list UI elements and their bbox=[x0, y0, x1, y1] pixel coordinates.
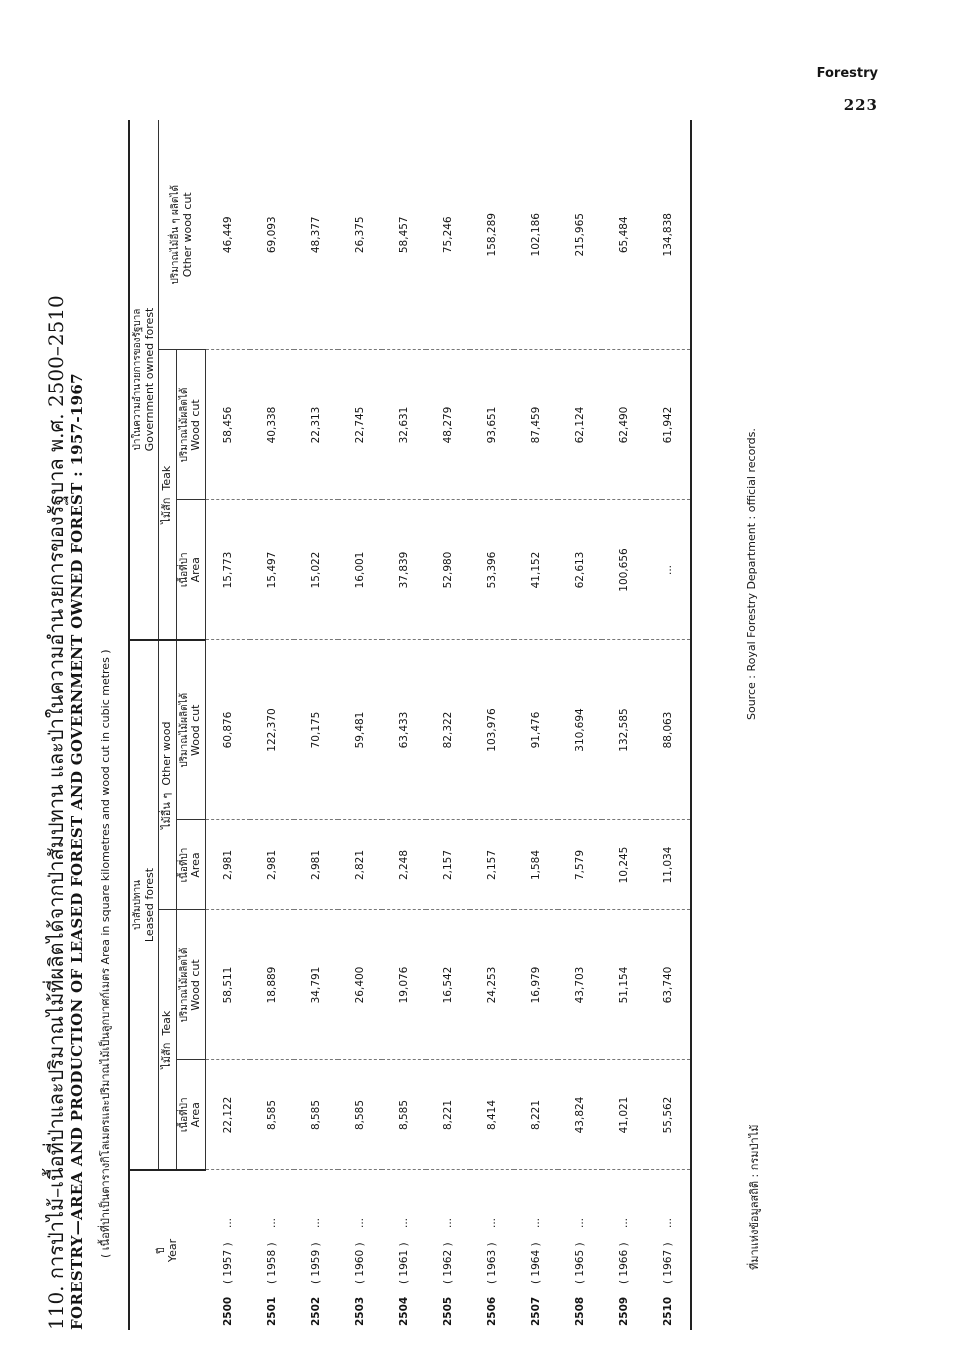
gov-teak-area-cell: 15,022 bbox=[294, 500, 338, 640]
leased-teak-area-cell: 22,122 bbox=[205, 1060, 250, 1170]
gov-teak-woodcut-cell: 32,631 bbox=[382, 350, 426, 500]
year-header: ปี Year bbox=[129, 1170, 205, 1330]
leased-other-area-header: เนื้อที่ป่า Area bbox=[176, 820, 205, 910]
leased-forest-header: ป่าสัมปทาน Leased forest bbox=[129, 640, 159, 1170]
table-body bbox=[205, 120, 691, 1330]
leased-other-woodcut-cell: 122,370 bbox=[250, 640, 294, 820]
leased-other-area-cell: 7,579 bbox=[558, 820, 602, 910]
year-be: 2503 bbox=[353, 1296, 366, 1326]
leased-teak-woodcut-cell: 34,791 bbox=[294, 910, 338, 1060]
gov-other-woodcut-cell: 158,289 bbox=[470, 120, 514, 350]
leased-other-woodcut-header: ปริมาณไม้ผลิตได้ Wood cut bbox=[176, 640, 205, 820]
source-english: Source : Royal Forestry Department : official records. bbox=[745, 428, 758, 720]
gov-teak-woodcut-cell: 40,338 bbox=[250, 350, 294, 500]
gov-teak-area-cell: 62,613 bbox=[558, 500, 602, 640]
leased-teak-woodcut-cell: 58,511 bbox=[205, 910, 250, 1060]
gov-teak-woodcut-cell: 58,456 bbox=[205, 350, 250, 500]
year-ce: ( 1957 ) bbox=[221, 1242, 234, 1284]
year-be: 2501 bbox=[265, 1296, 278, 1326]
gov-teak-woodcut-cell: 62,490 bbox=[602, 350, 646, 500]
leased-other-woodcut-cell: 88,063 bbox=[646, 640, 691, 820]
leased-other-woodcut-cell: 103,976 bbox=[470, 640, 514, 820]
table-title-english: FORESTRY—AREA AND PRODUCTION OF LEASED FOREST AND GOVERNMENT OWNED FOREST : 1957-1967 bbox=[68, 373, 86, 1330]
leased-other-woodcut-cell: 60,876 bbox=[205, 640, 250, 820]
gov-other-cut-header: ปริมาณไม้อื่น ๆ ผลิตได้ Other wood cut bbox=[159, 120, 206, 350]
units-note: ( เนื้อที่ป่าเป็นตารางกิโลเมตรและปริมาณไม้เป็นลูกบาศก์เมตร Area in square kilometres and wood cut in cubic metres ) bbox=[99, 649, 112, 1258]
leased-teak-area-cell: 8,414 bbox=[470, 1060, 514, 1170]
gov-other-woodcut-cell: 48,377 bbox=[294, 120, 338, 350]
forestry-table bbox=[128, 120, 692, 1330]
year-cell bbox=[426, 1170, 470, 1330]
leased-other-area-cell: 10,245 bbox=[602, 820, 646, 910]
year-cell bbox=[470, 1170, 514, 1330]
year-ce: ( 1966 ) bbox=[617, 1242, 630, 1284]
year-be: 2504 bbox=[397, 1296, 410, 1326]
year-be: 2505 bbox=[441, 1296, 454, 1326]
gov-teak-woodcut-cell: 62,124 bbox=[558, 350, 602, 500]
leased-teak-woodcut-cell: 26,400 bbox=[338, 910, 382, 1060]
rotated-table-block bbox=[40, 60, 850, 1330]
leased-teak-area-cell: 41,021 bbox=[602, 1060, 646, 1170]
year-ce: ( 1965 ) bbox=[573, 1242, 586, 1284]
year-ce: ( 1962 ) bbox=[441, 1242, 454, 1284]
year-be: 2510 bbox=[661, 1296, 674, 1326]
leased-other-woodcut-cell: 82,322 bbox=[426, 640, 470, 820]
leased-other-woodcut-cell: 70,175 bbox=[294, 640, 338, 820]
year-ce: ( 1964 ) bbox=[529, 1242, 542, 1284]
year-cell bbox=[602, 1170, 646, 1330]
year-be: 2506 bbox=[485, 1296, 498, 1326]
gov-teak-woodcut-cell: 48,279 bbox=[426, 350, 470, 500]
year-be: 2502 bbox=[309, 1296, 322, 1326]
leader-dots: ... bbox=[661, 1217, 674, 1228]
year-cell bbox=[382, 1170, 426, 1330]
table-row bbox=[382, 120, 426, 1330]
leader-dots: ... bbox=[529, 1217, 542, 1228]
leased-teak-area-header: เนื้อที่ป่า Area bbox=[176, 1060, 205, 1170]
gov-other-woodcut-cell: 58,457 bbox=[382, 120, 426, 350]
gov-teak-woodcut-cell: 93,651 bbox=[470, 350, 514, 500]
year-be: 2500 bbox=[221, 1296, 234, 1326]
gov-teak-woodcut-cell: 61,942 bbox=[646, 350, 691, 500]
year-cell bbox=[646, 1170, 691, 1330]
gov-teak-woodcut-cell: 22,313 bbox=[294, 350, 338, 500]
gov-other-woodcut-cell: 65,484 bbox=[602, 120, 646, 350]
leader-dots: ... bbox=[485, 1217, 498, 1228]
leader-dots: ... bbox=[573, 1217, 586, 1228]
leased-teak-area-cell: 8,585 bbox=[294, 1060, 338, 1170]
government-forest-header: ป่าในความอำนวยการของรัฐบาล Government owned forest bbox=[129, 120, 159, 640]
gov-teak-area-cell: 16,001 bbox=[338, 500, 382, 640]
header-row-2 bbox=[159, 120, 177, 1330]
table-row bbox=[205, 120, 250, 1330]
year-ce: ( 1958 ) bbox=[265, 1242, 278, 1284]
year-ce: ( 1959 ) bbox=[309, 1242, 322, 1284]
leased-teak-woodcut-cell: 16,542 bbox=[426, 910, 470, 1060]
year-be: 2507 bbox=[529, 1296, 542, 1326]
leased-other-woodcut-cell: 132,585 bbox=[602, 640, 646, 820]
gov-other-woodcut-cell: 75,246 bbox=[426, 120, 470, 350]
year-cell bbox=[205, 1170, 250, 1330]
leased-other-area-cell: 2,981 bbox=[250, 820, 294, 910]
gov-other-woodcut-cell: 215,965 bbox=[558, 120, 602, 350]
leased-teak-area-cell: 8,585 bbox=[382, 1060, 426, 1170]
leased-other-area-cell: 2,821 bbox=[338, 820, 382, 910]
table-row bbox=[470, 120, 514, 1330]
gov-teak-header: ไม้สัก Teak bbox=[159, 350, 177, 640]
year-cell bbox=[514, 1170, 558, 1330]
leased-teak-woodcut-cell: 24,253 bbox=[470, 910, 514, 1060]
year-ce: ( 1961 ) bbox=[397, 1242, 410, 1284]
table-row bbox=[646, 120, 691, 1330]
leader-dots: ... bbox=[441, 1217, 454, 1228]
gov-teak-woodcut-cell: 87,459 bbox=[514, 350, 558, 500]
leased-teak-area-cell: 55,562 bbox=[646, 1060, 691, 1170]
leader-dots: ... bbox=[221, 1217, 234, 1228]
header-row-1 bbox=[129, 120, 159, 1330]
gov-teak-area-header: เนื้อที่ป่า Area bbox=[176, 500, 205, 640]
leased-other-area-cell: 1,584 bbox=[514, 820, 558, 910]
leased-teak-woodcut-cell: 51,154 bbox=[602, 910, 646, 1060]
leased-teak-woodcut-header: ปริมาณไม้ผลิตได้ Wood cut bbox=[176, 910, 205, 1060]
gov-teak-area-cell: 52,980 bbox=[426, 500, 470, 640]
gov-other-woodcut-cell: 69,093 bbox=[250, 120, 294, 350]
table-title-thai: 110. การป่าไม้–เนื้อที่ป่าและปริมาณไม้ที่ผลิตได้จากป่าสัมปทาน และป่าในความอำนวยการของรัฐบาล พ.ศ. 2500–2510 bbox=[44, 295, 68, 1330]
page-number: 223 bbox=[843, 96, 878, 114]
leased-teak-woodcut-cell: 43,703 bbox=[558, 910, 602, 1060]
leased-teak-area-cell: 8,585 bbox=[250, 1060, 294, 1170]
leased-other-woodcut-cell: 310,694 bbox=[558, 640, 602, 820]
table-row bbox=[250, 120, 294, 1330]
leased-other-area-cell: 2,157 bbox=[426, 820, 470, 910]
leased-teak-area-cell: 8,221 bbox=[426, 1060, 470, 1170]
leased-teak-woodcut-cell: 63,740 bbox=[646, 910, 691, 1060]
leader-dots: ... bbox=[265, 1217, 278, 1228]
table-row bbox=[558, 120, 602, 1330]
year-ce: ( 1960 ) bbox=[353, 1242, 366, 1284]
year-cell bbox=[338, 1170, 382, 1330]
leased-other-woodcut-cell: 59,481 bbox=[338, 640, 382, 820]
source-thai: ที่มาแห่งข้อมูลสถิติ : กรมป่าไม้ bbox=[748, 1124, 761, 1270]
leased-teak-header: ไม้สัก Teak bbox=[159, 910, 177, 1170]
table-row bbox=[338, 120, 382, 1330]
gov-teak-area-cell: 37,839 bbox=[382, 500, 426, 640]
leased-other-area-cell: 2,981 bbox=[294, 820, 338, 910]
leased-other-area-cell: 11,034 bbox=[646, 820, 691, 910]
leader-dots: ... bbox=[397, 1217, 410, 1228]
leased-teak-woodcut-cell: 18,889 bbox=[250, 910, 294, 1060]
year-be: 2509 bbox=[617, 1296, 630, 1326]
leased-teak-area-cell: 43,824 bbox=[558, 1060, 602, 1170]
leased-teak-woodcut-cell: 16,979 bbox=[514, 910, 558, 1060]
table-row bbox=[514, 120, 558, 1330]
gov-other-woodcut-cell: 26,375 bbox=[338, 120, 382, 350]
running-header-section: Forestry bbox=[816, 66, 878, 81]
year-ce: ( 1967 ) bbox=[661, 1242, 674, 1284]
gov-teak-area-cell: 100,656 bbox=[602, 500, 646, 640]
leased-other-area-cell: 2,981 bbox=[205, 820, 250, 910]
gov-teak-area-cell: 15,497 bbox=[250, 500, 294, 640]
leased-other-woodcut-cell: 91,476 bbox=[514, 640, 558, 820]
leased-other-area-cell: 2,157 bbox=[470, 820, 514, 910]
year-ce: ( 1963 ) bbox=[485, 1242, 498, 1284]
gov-other-woodcut-cell: 102,186 bbox=[514, 120, 558, 350]
gov-teak-area-cell: ... bbox=[646, 500, 691, 640]
year-cell bbox=[558, 1170, 602, 1330]
table-row bbox=[294, 120, 338, 1330]
year-be: 2508 bbox=[573, 1296, 586, 1326]
leased-other-woodcut-cell: 63,433 bbox=[382, 640, 426, 820]
table-row bbox=[426, 120, 470, 1330]
leader-dots: ... bbox=[309, 1217, 322, 1228]
year-cell bbox=[294, 1170, 338, 1330]
leader-dots: ... bbox=[617, 1217, 630, 1228]
leader-dots: ... bbox=[353, 1217, 366, 1228]
leased-teak-woodcut-cell: 19,076 bbox=[382, 910, 426, 1060]
leased-teak-area-cell: 8,221 bbox=[514, 1060, 558, 1170]
leased-teak-area-cell: 8,585 bbox=[338, 1060, 382, 1170]
gov-teak-woodcut-cell: 22,745 bbox=[338, 350, 382, 500]
gov-teak-area-cell: 53,396 bbox=[470, 500, 514, 640]
leased-other-header: ไม้อื่น ๆ Other wood bbox=[159, 640, 177, 910]
gov-teak-woodcut-header: ปริมาณไม้ผลิตได้ Wood cut bbox=[176, 350, 205, 500]
gov-other-woodcut-cell: 46,449 bbox=[205, 120, 250, 350]
gov-other-woodcut-cell: 134,838 bbox=[646, 120, 691, 350]
gov-teak-area-cell: 15,773 bbox=[205, 500, 250, 640]
year-cell bbox=[250, 1170, 294, 1330]
table-row bbox=[602, 120, 646, 1330]
leased-other-area-cell: 2,248 bbox=[382, 820, 426, 910]
gov-teak-area-cell: 41,152 bbox=[514, 500, 558, 640]
